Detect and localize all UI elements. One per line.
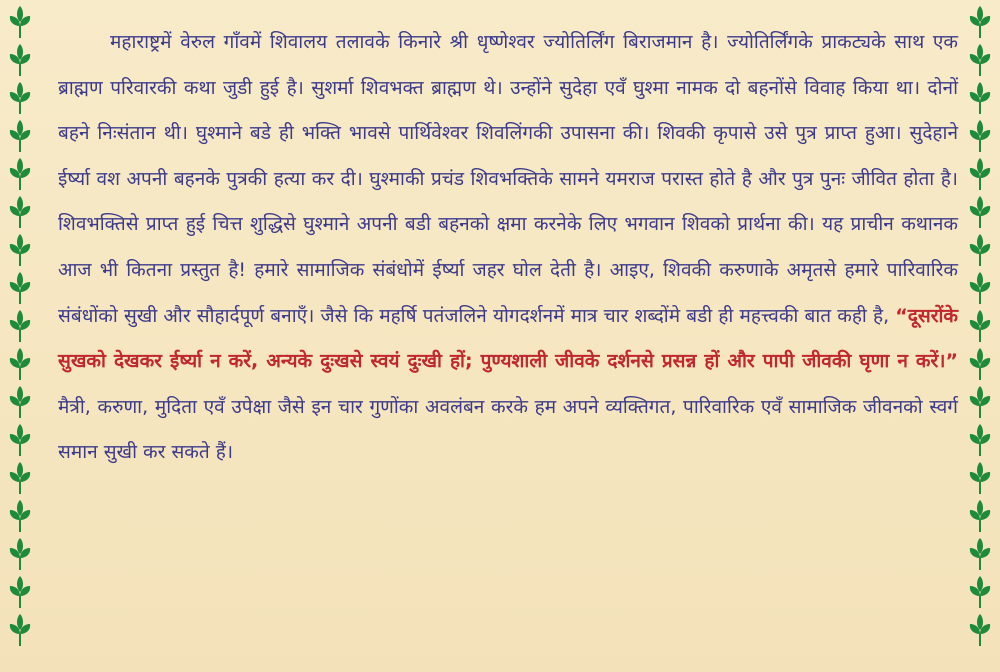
green-leaf-icon <box>964 118 996 156</box>
green-leaf-icon <box>4 4 36 42</box>
green-leaf-icon <box>4 118 36 156</box>
paragraph-part2: मैत्री, करुणा, मुदिता एवँ उपेक्षा जैसे इन चार गुणोंका अवलंबन करके हम अपने व्यक्तिगत, पारिवारिक एवँ सामाजिक जीवनको स्वर्ग समान सुखी कर सकते हैं। <box>58 395 958 464</box>
green-leaf-icon <box>964 384 996 422</box>
green-leaf-icon <box>964 422 996 460</box>
green-leaf-icon <box>4 612 36 650</box>
green-leaf-icon <box>4 422 36 460</box>
green-leaf-icon <box>964 346 996 384</box>
green-leaf-icon <box>4 346 36 384</box>
green-leaf-icon <box>4 498 36 536</box>
green-leaf-icon <box>4 460 36 498</box>
green-leaf-icon <box>964 80 996 118</box>
left-leaf-border <box>0 0 40 672</box>
article-body <box>58 20 958 476</box>
green-leaf-icon <box>964 156 996 194</box>
green-leaf-icon <box>964 574 996 612</box>
green-leaf-icon <box>964 612 996 650</box>
green-leaf-icon <box>964 270 996 308</box>
green-leaf-icon <box>964 536 996 574</box>
green-leaf-icon <box>964 498 996 536</box>
green-leaf-icon <box>4 574 36 612</box>
patanjali-quote: “दूसरोंके सुखको देखकर ईर्ष्या न करें, अन्यके दुःखसे स्वयं दुःखी हों; पुण्यशाली जीवके दर्शनसे प्रसन्न हों और पापी जीवकी घृणा न करें।” <box>58 304 958 373</box>
green-leaf-icon <box>4 194 36 232</box>
green-leaf-icon <box>4 156 36 194</box>
green-leaf-icon <box>4 80 36 118</box>
green-leaf-icon <box>964 232 996 270</box>
paragraph-part1: महाराष्ट्रमें वेरुल गाँवमें शिवालय तलावके किनारे श्री धृष्णेश्वर ज्योतिर्लिंग बिराजमान है। ज्योतिर्लिंगके प्राकट्यके साथ एक ब्राह्मण परिवारकी कथा जुडी हुई है। सुशर्मा शिवभक्त ब्राह्मण थे। उन्होंने सुदेहा एवँ घुश्मा नामक दो बहनोंसे विवाह किया था। दोनों बहने निःसंतान थी। घुश्माने बडे ही भक्ति भावसे पार्थिवेश्वर शिवलिंगकी उपासना की। शिवकी कृपासे उसे पुत्र प्राप्त हुआ। सुदेहाने ईर्ष्या वश अपनी बहनके पुत्रकी हत्या कर दी। घुश्माकी प्रचंड शिवभक्तिके सामने यमराज परास्त होते है और पुत्र पुनः जीवित होता है। शिवभक्तिसे प्राप्त हुई चित्त शुद्धिसे घुश्माने अपनी बडी बहनको क्षमा करनेके लिए भगवान शिवको प्रार्थना की। यह प्राचीन कथानक आज भी कितना प्रस्तुत है! हमारे सामाजिक संबंधोमें ईर्ष्या जहर घोल देती है। आइए, शिवकी करुणाके अमृतसे हमारे पारिवारिक संबंधोंको सुखी और सौहार्दपूर्ण बनाएँ। जैसे कि महर्षि पतंजलिने योगदर्शनमें मात्र चार शब्दोंमे बडी ही महत्त्वकी बात कही है, <box>58 31 958 327</box>
green-leaf-icon <box>964 42 996 80</box>
green-leaf-icon <box>964 4 996 42</box>
green-leaf-icon <box>4 270 36 308</box>
green-leaf-icon <box>4 536 36 574</box>
green-leaf-icon <box>964 460 996 498</box>
green-leaf-icon <box>964 194 996 232</box>
article-paragraph <box>58 20 958 476</box>
right-leaf-border <box>960 0 1000 672</box>
green-leaf-icon <box>4 42 36 80</box>
green-leaf-icon <box>964 308 996 346</box>
green-leaf-icon <box>4 384 36 422</box>
green-leaf-icon <box>4 308 36 346</box>
green-leaf-icon <box>4 232 36 270</box>
